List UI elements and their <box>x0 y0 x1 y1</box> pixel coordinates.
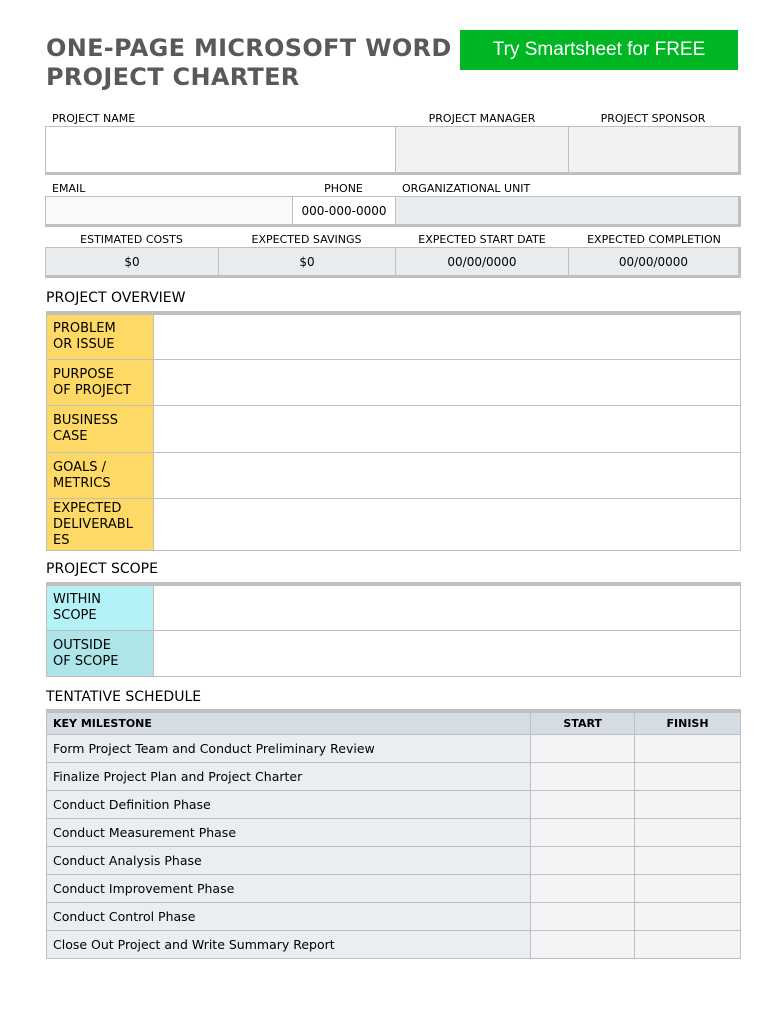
overview-label-problem: PROBLEM OR ISSUE <box>47 315 154 360</box>
start-date-cell[interactable] <box>531 735 635 763</box>
expected-completion-label: EXPECTED COMPLETION <box>587 233 721 246</box>
project-scope-table <box>46 585 741 677</box>
milestone-cell: Finalize Project Plan and Project Charter <box>47 763 531 791</box>
milestone-cell: Conduct Measurement Phase <box>47 819 531 847</box>
finish-date-cell[interactable] <box>635 763 741 791</box>
estimated-costs-label: ESTIMATED COSTS <box>80 233 183 246</box>
project-manager-field[interactable] <box>395 126 569 175</box>
start-date-cell[interactable] <box>531 847 635 875</box>
tentative-schedule-title: TENTATIVE SCHEDULE <box>46 689 202 705</box>
expected-start-field[interactable]: 00/00/0000 <box>395 247 569 278</box>
project-sponsor-field[interactable] <box>568 126 741 175</box>
overview-field-business-case[interactable] <box>154 406 741 453</box>
finish-date-cell[interactable] <box>635 903 741 931</box>
table-row <box>47 847 741 875</box>
table-row <box>47 819 741 847</box>
overview-field-goals[interactable] <box>154 453 741 499</box>
column-header-milestone: KEY MILESTONE <box>47 713 531 735</box>
start-date-cell[interactable] <box>531 931 635 959</box>
scope-label-outside: OUTSIDE OF SCOPE <box>47 631 154 677</box>
finish-date-cell[interactable] <box>635 791 741 819</box>
finish-date-cell[interactable] <box>635 931 741 959</box>
email-label: EMAIL <box>52 182 86 195</box>
title-line-2: PROJECT CHARTER <box>46 63 300 91</box>
milestone-cell: Close Out Project and Write Summary Report <box>47 931 531 959</box>
overview-label-goals: GOALS / METRICS <box>47 453 154 499</box>
scope-field-within[interactable] <box>154 586 741 631</box>
table-row <box>47 931 741 959</box>
phone-field[interactable]: 000-000-0000 <box>292 196 396 227</box>
overview-label-purpose: PURPOSE OF PROJECT <box>47 360 154 406</box>
title-line-1: ONE-PAGE MICROSOFT WORD <box>46 34 452 62</box>
phone-label: PHONE <box>324 182 363 195</box>
overview-field-problem[interactable] <box>154 315 741 360</box>
milestone-cell: Conduct Analysis Phase <box>47 847 531 875</box>
start-date-cell[interactable] <box>531 903 635 931</box>
project-name-label: PROJECT NAME <box>52 112 136 125</box>
column-header-finish: FINISH <box>635 713 741 735</box>
expected-start-label: EXPECTED START DATE <box>418 233 546 246</box>
milestone-cell: Conduct Control Phase <box>47 903 531 931</box>
expected-savings-label: EXPECTED SAVINGS <box>251 233 362 246</box>
table-row <box>47 763 741 791</box>
schedule-table <box>46 712 741 959</box>
project-overview-table <box>46 314 741 551</box>
page-title <box>46 34 486 92</box>
finish-date-cell[interactable] <box>635 819 741 847</box>
milestone-cell: Conduct Improvement Phase <box>47 875 531 903</box>
try-smartsheet-button[interactable]: Try Smartsheet for FREE <box>460 30 738 70</box>
expected-completion-field[interactable]: 00/00/0000 <box>568 247 741 278</box>
start-date-cell[interactable] <box>531 791 635 819</box>
overview-field-deliverables[interactable] <box>154 499 741 551</box>
table-row <box>47 875 741 903</box>
project-name-field[interactable] <box>45 126 396 175</box>
finish-date-cell[interactable] <box>635 847 741 875</box>
table-row <box>47 791 741 819</box>
overview-label-business-case: BUSINESS CASE <box>47 406 154 453</box>
table-row <box>47 735 741 763</box>
milestone-cell: Form Project Team and Conduct Preliminary Review <box>47 735 531 763</box>
project-manager-label: PROJECT MANAGER <box>428 112 536 125</box>
project-overview-title: PROJECT OVERVIEW <box>46 290 186 306</box>
finish-date-cell[interactable] <box>635 875 741 903</box>
org-unit-label: ORGANIZATIONAL UNIT <box>402 182 531 195</box>
scope-field-outside[interactable] <box>154 631 741 677</box>
email-field[interactable] <box>45 196 293 227</box>
start-date-cell[interactable] <box>531 763 635 791</box>
project-sponsor-label: PROJECT SPONSOR <box>600 112 706 125</box>
milestone-cell: Conduct Definition Phase <box>47 791 531 819</box>
project-scope-title: PROJECT SCOPE <box>46 561 158 577</box>
org-unit-field[interactable] <box>395 196 741 227</box>
start-date-cell[interactable] <box>531 819 635 847</box>
finish-date-cell[interactable] <box>635 735 741 763</box>
column-header-start: START <box>531 713 635 735</box>
estimated-costs-field[interactable]: $0 <box>45 247 219 278</box>
overview-label-deliverables: EXPECTED DELIVERABL ES <box>47 499 154 551</box>
start-date-cell[interactable] <box>531 875 635 903</box>
scope-label-within: WITHIN SCOPE <box>47 586 154 631</box>
overview-field-purpose[interactable] <box>154 360 741 406</box>
expected-savings-field[interactable]: $0 <box>218 247 396 278</box>
table-row <box>47 903 741 931</box>
